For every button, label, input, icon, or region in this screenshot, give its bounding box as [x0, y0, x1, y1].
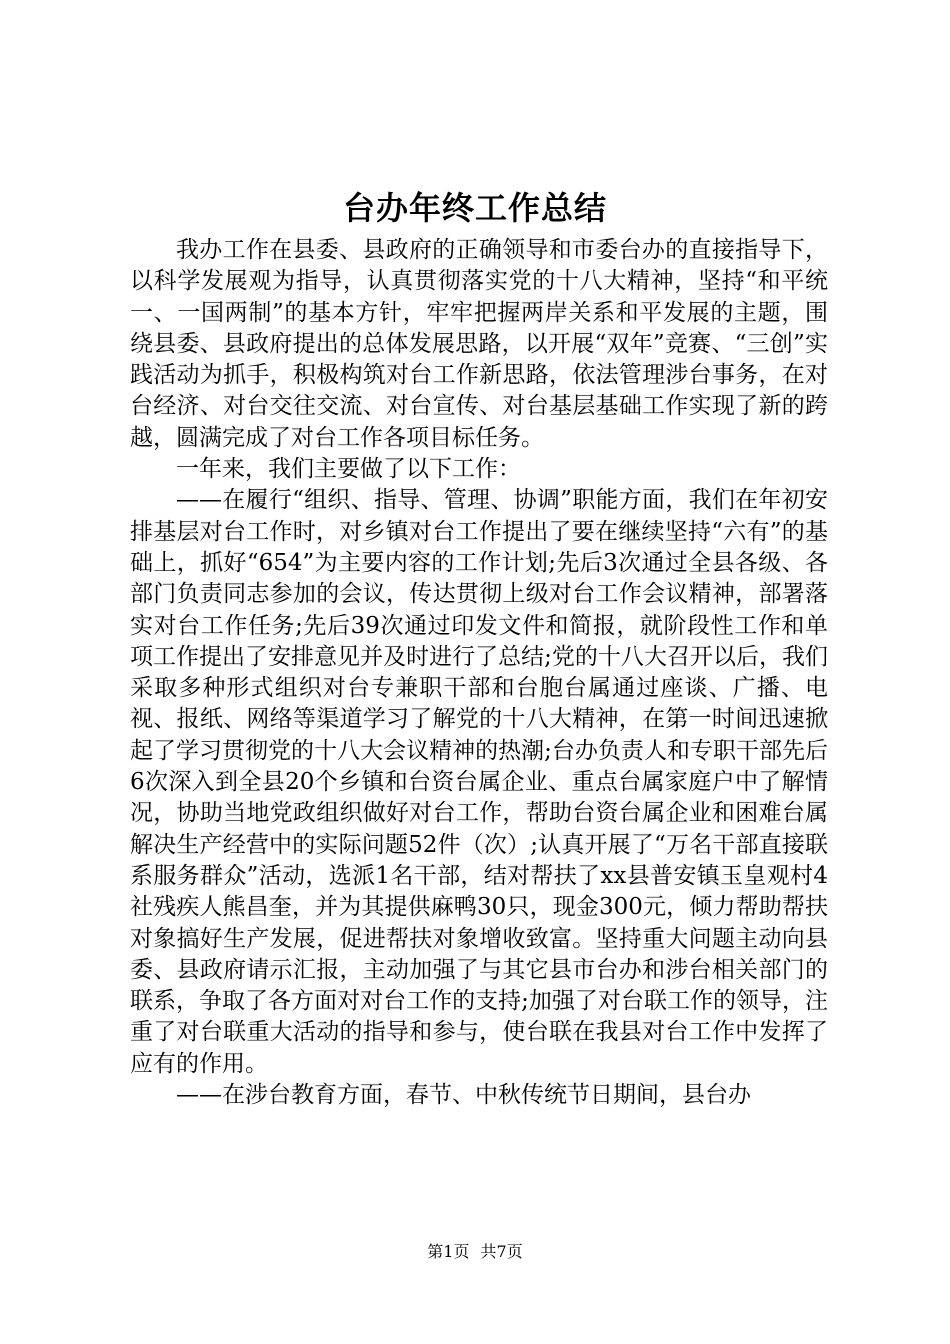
paragraph-functions: ——在履行“组织、指导、管理、协调”职能方面，我们在年初安排基层对台工作时，对乡镇对台工作提出了要在继续坚持“六有”的基础上，抓好“654”为主要内容的工作计划;先后3次通过全县各级、各部门负责同志参加的会议，传达贯彻上级对台工作会议精神，部署落实对台工作任务;先后39次通过印发文件和简报，就阶段性工作和单项工作提出了安排意见并及时进行了总结;党的十八大召开以后，我们采取多种形式组织对台专兼职干部和台胞台属通过座谈、广播、电视、报纸、网络等渠道学习了解党的十八大精神，在第一时间迅速掀起了学习贯彻党的十八大会议精神的热潮;台办负责人和专职干部先后6次深入到全县20个乡镇和台资台属企业、重点台属家庭户中了解情况，协助当地党政组织做好对台工作，帮助台资台属企业和困难台属解决生产经营中的实际问题52件（次）;认真开展了“万名干部直接联系服务群众”活动，选派1名干部，结对帮扶了xx县普安镇玉皇观村4社残疾人熊昌奎，并为其提供麻鸭30只，现金300元，倾力帮助帮扶对象搞好生产发展，促进帮扶对象增收致富。坚持重大问题主动向县委、县政府请示汇报，主动加强了与其它县市台办和涉台相关部门的联系，争取了各方面对对台工作的支持;加强了对台联工作的领导，注重了对台联重大活动的指导和参与，使台联在我县对台工作中发挥了应有的作用。 [130, 487, 828, 1077]
page-total: 共7页 [480, 1242, 523, 1261]
document-title: 台办年终工作总结 [342, 189, 607, 227]
page-number: 第1页 [427, 1242, 470, 1261]
page-footer [0, 1242, 950, 1262]
document-body [130, 235, 828, 1111]
paragraph-education: ——在涉台教育方面，春节、中秋传统节日期间，县台办 [176, 1082, 751, 1109]
paragraph-summary-lead: 一年来，我们主要做了以下工作： [176, 456, 521, 483]
paragraph-intro: 我办工作在县委、县政府的正确领导和市委台办的直接指导下，以科学发展观为指导，认真贯彻落实党的十八大精神，坚持“和平统一、一国两制”的基本方针，牢牢把握两岸关系和平发展的主题，围绕县委、县政府提出的总体发展思路，以开展“双年”竞赛、“三创”实践活动为抓手，积极构筑对台工作新思路，依法管理涉台事务，在对台经济、对台交往交流、对台宣传、对台基层基础工作实现了新的跨越，圆满完成了对台工作各项目标任务。 [130, 237, 828, 451]
